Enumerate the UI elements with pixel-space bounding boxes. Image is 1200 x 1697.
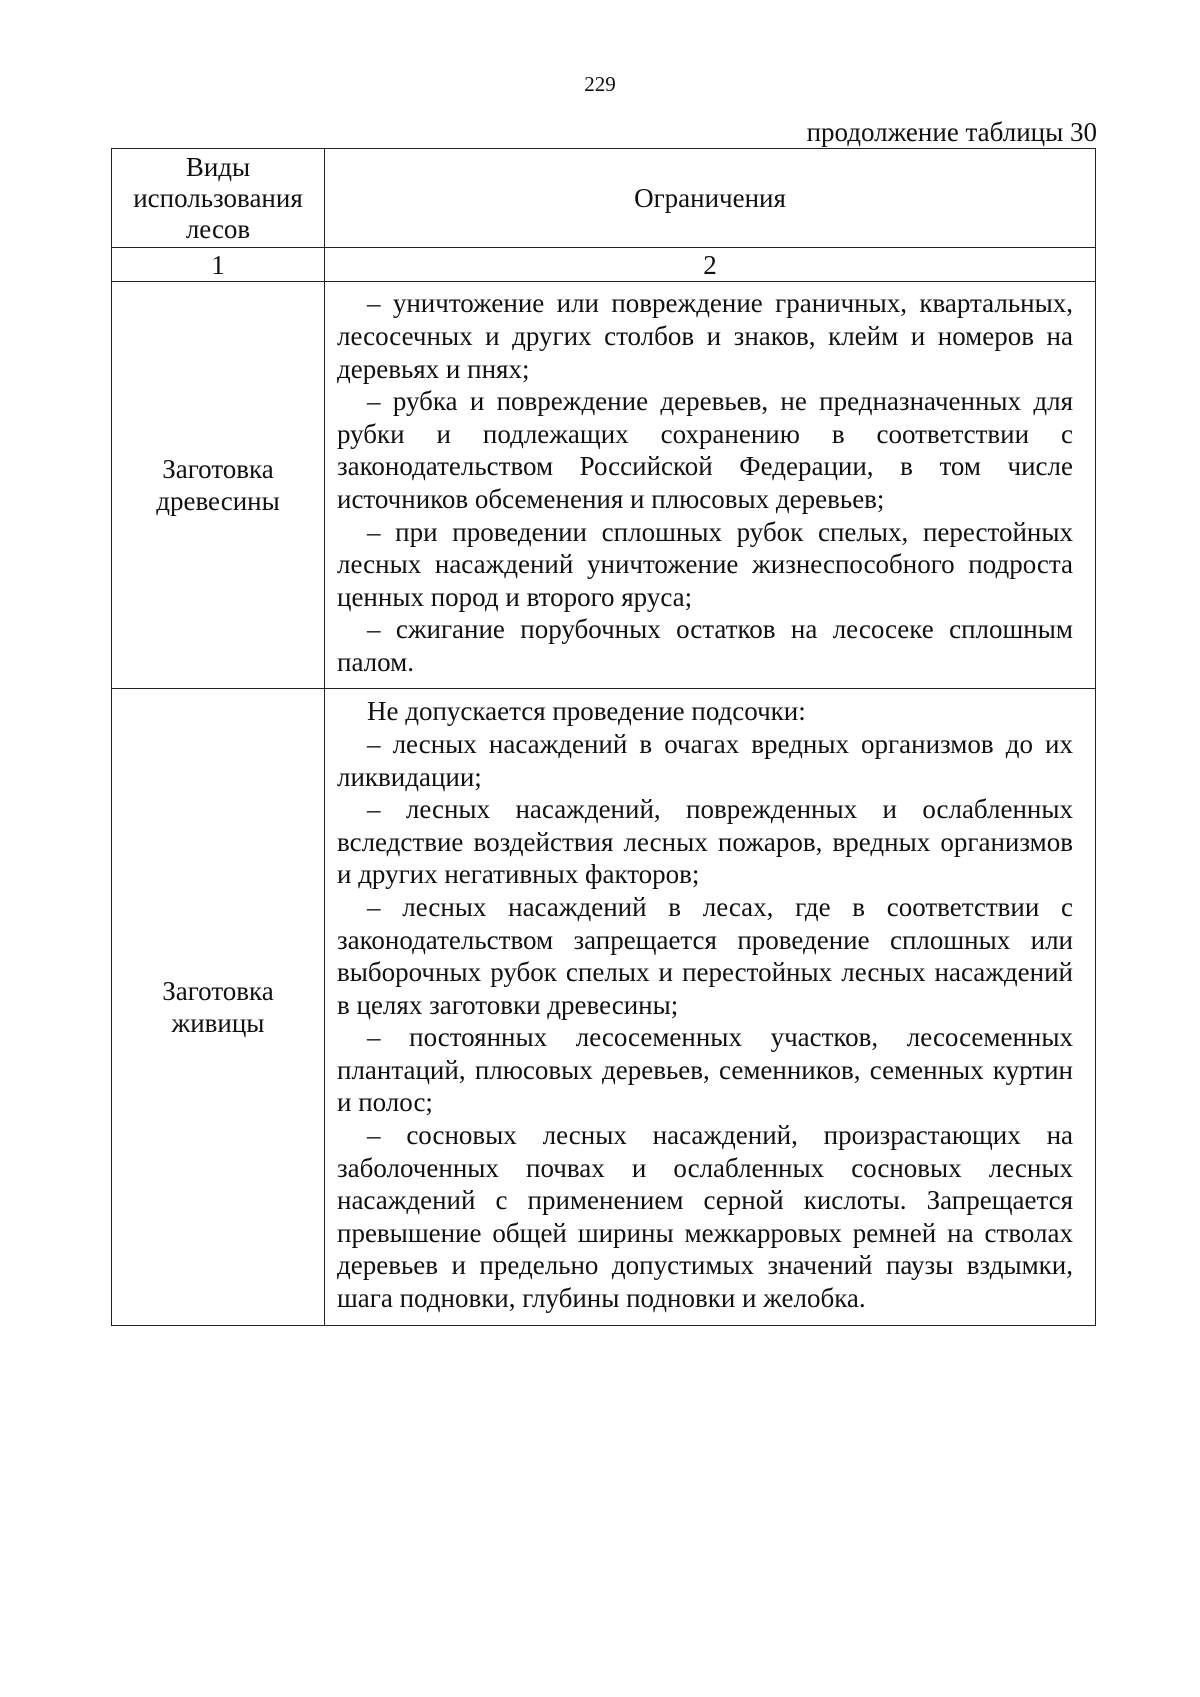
restrictions-cell xyxy=(325,282,1096,689)
restrictions-cell xyxy=(325,689,1096,1326)
restriction-item: – рубка и повреждение деревьев, не предназначенных для рубки и подлежащих сохранению в соответствии с законодательством Российской Федерации, в том числе источников обсеменения и плюсовых деревьев; xyxy=(337,386,1073,514)
restriction-item: – лесных насаждений, поврежденных и ослабленных вследствие воздействия лесных пожаров, вредных организмов и других негативных факторов; xyxy=(337,794,1073,890)
restriction-intro: Не допускается проведение подсочки: xyxy=(367,696,806,727)
header-kind-label: Виды использования лесов xyxy=(133,151,303,244)
table-row xyxy=(112,689,1096,1326)
kind-cell xyxy=(112,282,325,689)
restriction-item: – сжигание порубочных остатков на лесосеке сплошным палом. xyxy=(337,614,1073,677)
restriction-item: – при проведении сплошных рубок спелых, перестойных лесных насаждений уничтожение жизнеспособного подроста ценных пород и второго яруса; xyxy=(337,516,1073,612)
restriction-item: – уничтожение или повреждение граничных, квартальных, лесосечных и других столбов и знаков, клейм и номеров на деревьях и пнях; xyxy=(337,288,1073,384)
kind-label: Заготовка живицы xyxy=(162,976,274,1038)
table-header-row xyxy=(112,149,1096,248)
column-number-1: 1 xyxy=(112,248,325,282)
restriction-item: – лесных насаждений в очагах вредных организмов до их ликвидации; xyxy=(337,728,1073,792)
column-number-row xyxy=(112,248,1096,282)
kind-label: Заготовка древесины xyxy=(156,454,280,516)
header-restrictions-label: Ограничения xyxy=(634,182,786,213)
page-number: 229 xyxy=(584,72,616,96)
restriction-item: – постоянных лесосеменных участков, лесосеменных плантаций, плюсовых деревьев, семенников, семенных куртин и полос; xyxy=(337,1022,1073,1118)
column-number-2: 2 xyxy=(325,248,1096,282)
header-kind-cell xyxy=(112,149,325,248)
restrictions-table xyxy=(111,148,1096,1326)
table-row xyxy=(112,282,1096,689)
header-restrictions-cell xyxy=(325,149,1096,248)
table-caption: продолжение таблицы 30 xyxy=(806,117,1097,147)
restriction-item: – сосновых лесных насаждений, произрастающих на заболоченных почвах и ослабленных сосновых лесных насаждений с применением серной кислоты. Запрещается превышение общей ширины межкарровых ремней на стволах деревьев и предельно допустимых значений паузы вздымки, шага подновки, глубины подновки и желобка. xyxy=(337,1120,1073,1314)
kind-cell xyxy=(112,689,325,1326)
restriction-item: – лесных насаждений в лесах, где в соответствии с законодательством запрещается проведение сплошных или выборочных рубок спелых и перестойных лесных насаждений в целях заготовки древесины; xyxy=(337,891,1073,1020)
